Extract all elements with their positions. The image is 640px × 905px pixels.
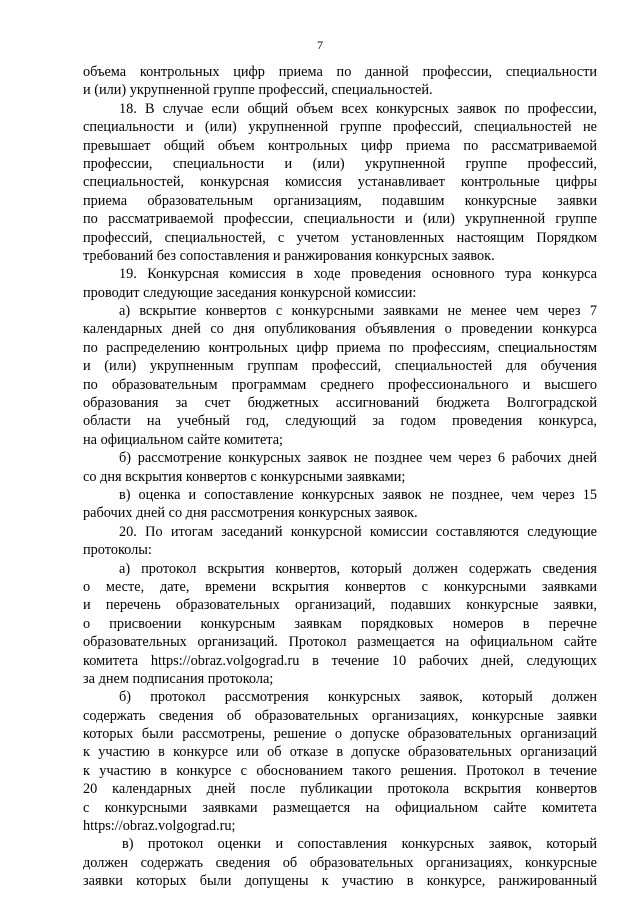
text-line: и перечень образовательных организаций, подавших конкурсные заявки, (83, 597, 597, 614)
text-line: с конкурсными заявками размещается на официальном сайте комитета (83, 799, 597, 816)
text-line: календарных дней со дня опубликования объявления о проведении конкурса (83, 321, 597, 338)
text-line: объема контрольных цифр приема по данной профессии, специальности (83, 64, 597, 80)
text-line: о месте, дате, времени вскрытия конвертов с конкурсными заявками (83, 578, 597, 595)
text-line: на официальном сайте комитета; (83, 431, 284, 448)
text-line: требований без сопоставления и ранжирования конкурсных заявок. (83, 247, 495, 264)
text-line: https://obraz.volgograd.ru; (83, 818, 236, 835)
text-line: области на учебный год, следующий за годом проведения конкурса, (83, 413, 597, 430)
text-line: образовательных организаций. Протокол размещается на официальном сайте (83, 634, 597, 651)
text-line: заявки которых были допущены к участию в конкурсе, ранжированный (83, 873, 597, 890)
text-line: по распределению контрольных цифр приема по профессиям, специальностям (83, 339, 597, 356)
text-line: профессий, специальностей, с учетом установленных настоящим Порядком (83, 229, 597, 246)
text-line: за днем подписания протокола; (83, 670, 274, 687)
text-line: и (или) укрупненным группам профессий, специальностей для обучения (83, 358, 597, 375)
text-line: в) протокол оценки и сопоставления конкурсных заявок, который (122, 836, 597, 853)
text-line: в) оценка и сопоставление конкурсных заявок не позднее, чем через 15 (119, 486, 597, 503)
text-line: проводит следующие заседания конкурсной комиссии: (83, 284, 417, 301)
text-line: 20 календарных дней после публикации протокола вскрытия конвертов (83, 781, 597, 798)
text-line: профессии, специальности и (или) укрупненной группе профессий, (83, 155, 597, 172)
text-line: и (или) укрупненной группе профессий, специальностей. (83, 82, 433, 99)
text-line: к участию в конкурсе с обоснованием такого решения. Протокол в течение (83, 762, 597, 779)
document-body (83, 63, 597, 891)
text-line: приема образовательным организациям, подавшим конкурсные заявки (83, 192, 597, 209)
text-line: 19. Конкурсная комиссия в ходе проведения основного тура конкурса (119, 266, 597, 283)
text-line: специальностей, конкурсная комиссия устанавливает контрольные цифры (83, 174, 597, 191)
text-line: к участию в конкурсе или об отказе в допуске образовательных организаций (83, 744, 597, 761)
text-line: о присвоении конкурсным заявкам порядковых номеров в перечне (83, 615, 597, 632)
text-line: 20. По итогам заседаний конкурсной комиссии составляются следующие (119, 523, 597, 540)
text-line: 18. В случае если общий объем всех конкурсных заявок по профессии, (119, 100, 597, 117)
page-number: 7 (317, 38, 323, 52)
text-line: должен содержать сведения об образовательных организациях, конкурсные (83, 854, 597, 871)
text-line: рабочих дней со дня рассмотрения конкурсных заявок. (83, 505, 418, 522)
text-line: а) вскрытие конвертов с конкурсными заявками не менее чем через 7 (119, 303, 597, 320)
text-line: протоколы: (83, 542, 152, 559)
text-line: б) протокол рассмотрения конкурсных заявок, который должен (119, 689, 597, 706)
text-line: образования за счет бюджетных ассигнований бюджета Волгоградской (83, 395, 597, 412)
text-line: по образовательным программам среднего профессионального и высшего (83, 376, 597, 393)
text-line: которых были рассмотрены, решение о допуске образовательных организаций (83, 726, 597, 743)
text-line: со дня вскрытия конвертов с конкурсными заявками; (83, 468, 406, 485)
text-line: по рассматриваемой профессии, специальности и (или) укрупненной группе (83, 211, 597, 228)
text-line: комитета https://obraz.volgograd.ru в течение 10 рабочих дней, следующих (83, 652, 597, 669)
text-line: а) протокол вскрытия конвертов, который должен содержать сведения (119, 560, 597, 577)
text-line: содержать сведения об образовательных организациях, конкурсные заявки (83, 707, 597, 724)
text-line: превышает общий объем контрольных цифр приема по рассматриваемой (83, 137, 597, 154)
text-line: б) рассмотрение конкурсных заявок не позднее чем через 6 рабочих дней (119, 450, 597, 467)
text-line: специальности и (или) укрупненной группе профессий, специальностей не (83, 119, 597, 136)
